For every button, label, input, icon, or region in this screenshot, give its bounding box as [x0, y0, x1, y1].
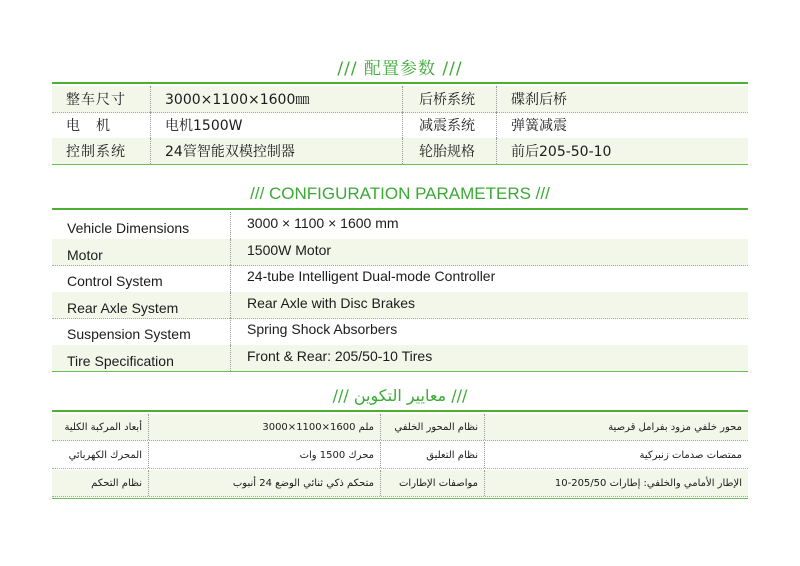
table-row: [52, 292, 748, 320]
heading-arabic: /// معايير التكوين ///: [332, 386, 468, 405]
spec-value: 碟刹后桥: [496, 86, 748, 112]
table-row: [52, 138, 748, 165]
spec-label: نظام التحكم: [91, 477, 142, 489]
rule-bottom-english: [52, 371, 748, 372]
table-row: [52, 212, 748, 240]
spec-value: متحكم ذكي ثنائي الوضع 24 أنبوب: [148, 470, 380, 496]
rule-bottom-arabic: [52, 498, 748, 499]
spec-value: 3000×1100×1600㎜: [150, 86, 402, 112]
rule-top-arabic: [52, 410, 748, 412]
spec-label: Tire Specification: [67, 352, 174, 369]
spec-label: 轮胎规格: [402, 138, 496, 164]
spec-value: 1500W Motor: [230, 239, 748, 266]
spec-value: 前后205-50-10: [496, 138, 748, 164]
table-row: [52, 345, 748, 373]
spec-label: 整车尺寸: [66, 92, 126, 108]
spec-value: Rear Axle with Disc Brakes: [230, 292, 748, 319]
spec-label: 减震系统: [402, 112, 496, 138]
table-row: [52, 239, 748, 267]
rule-top-chinese: [52, 82, 748, 84]
spec-value: 24管智能双模控制器: [150, 138, 402, 164]
spec-value: 电机1500W: [150, 112, 402, 138]
spec-value: ملم 1600×1100×3000: [148, 414, 380, 440]
spec-label: نظام المحور الخلفي: [380, 414, 484, 440]
spec-value: 弹簧减震: [496, 112, 748, 138]
spec-value: Spring Shock Absorbers: [230, 318, 748, 345]
spec-label: أبعاد المركبة الكلية: [64, 421, 142, 433]
spec-label: 控制系统: [66, 144, 126, 160]
table-row: [52, 86, 748, 113]
spec-label: Motor: [67, 246, 103, 263]
heading-english: /// CONFIGURATION PARAMETERS ///: [250, 184, 550, 203]
spec-value: 3000 × 1100 × 1600 mm: [230, 212, 748, 239]
spec-label: Vehicle Dimensions: [67, 220, 190, 237]
table-row: [52, 265, 748, 293]
heading-chinese: /// 配置参数 ///: [337, 59, 463, 79]
spec-label: مواصفات الإطارات: [380, 470, 484, 496]
spec-value: 24-tube Intelligent Dual-mode Controller: [230, 265, 748, 292]
spec-value: Front & Rear: 205/50-10 Tires: [230, 345, 748, 372]
spec-label: Suspension System: [67, 326, 191, 343]
table-row: [52, 442, 748, 469]
spec-label: نظام التعليق: [380, 442, 484, 468]
spec-value: ممتصات صدمات زنبركية: [484, 442, 748, 468]
spec-value: محرك 1500 وات: [148, 442, 380, 468]
rule-bottom-chinese: [52, 164, 748, 165]
spec-value: الإطار الأمامي والخلفي: إطارات 205/50-10: [484, 470, 748, 496]
table-row: [52, 470, 748, 497]
table-row: [52, 112, 748, 139]
table-row: [52, 414, 748, 441]
spec-value: محور خلفي مزود بفرامل قرصية: [484, 414, 748, 440]
spec-label: Control System: [67, 273, 163, 290]
spec-label: Rear Axle System: [67, 299, 179, 316]
spec-label: 电 机: [66, 118, 111, 134]
rule-top-english: [52, 208, 748, 210]
table-row: [52, 318, 748, 346]
spec-label: 后桥系统: [402, 86, 496, 112]
spec-label: المحرك الكهربائي: [68, 449, 142, 461]
